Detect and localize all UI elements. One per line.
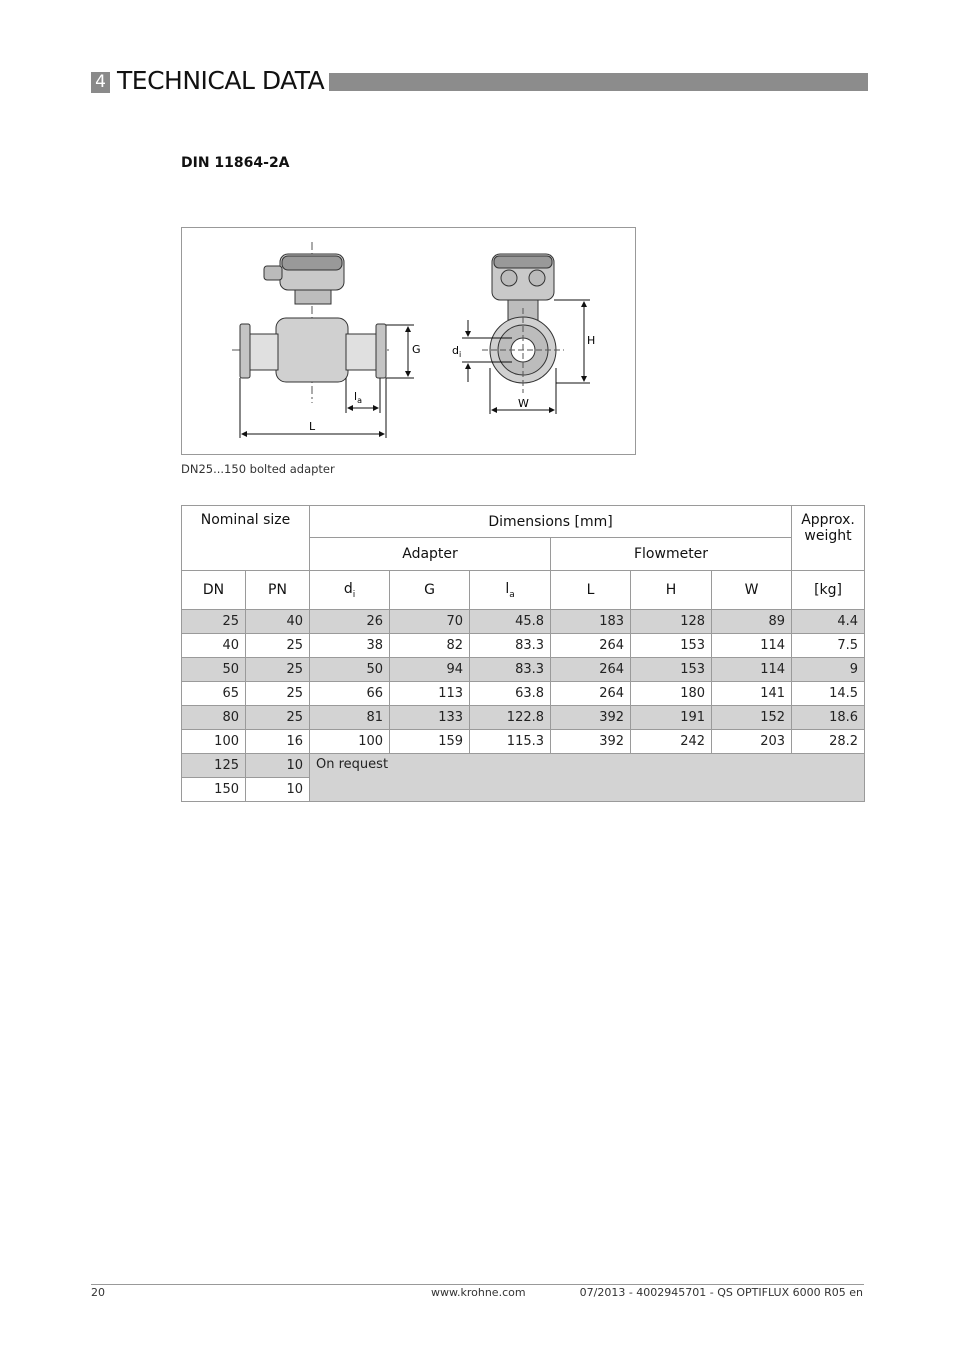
table-cell: 25 xyxy=(246,634,310,658)
header-l: L xyxy=(551,571,631,610)
header-la: $l_a$ xyxy=(470,571,551,610)
dim-la-sub: a xyxy=(357,396,362,405)
table-cell: 100 xyxy=(310,730,390,754)
table-cell: 113 xyxy=(390,682,470,706)
table-row xyxy=(182,610,865,634)
table-cell: 392 xyxy=(551,730,631,754)
dim-h xyxy=(554,300,590,383)
header-approx-weight: Approx. weight xyxy=(792,506,865,571)
table-cell: 40 xyxy=(246,610,310,634)
table-cell: 180 xyxy=(631,682,712,706)
table-cell: 82 xyxy=(390,634,470,658)
header-pn: PN xyxy=(246,571,310,610)
table-cell: 25 xyxy=(246,682,310,706)
footer-url[interactable]: www.krohne.com xyxy=(431,1286,526,1299)
table-cell: 242 xyxy=(631,730,712,754)
dim-g xyxy=(386,325,414,378)
table-cell: 153 xyxy=(631,658,712,682)
dim-h-label: H xyxy=(587,334,596,347)
header-di: $d_i$ xyxy=(310,571,390,610)
table-cell: 26 xyxy=(310,610,390,634)
header-flowmeter: Flowmeter xyxy=(551,538,792,571)
table-cell: 50 xyxy=(182,658,246,682)
table-cell: 133 xyxy=(390,706,470,730)
table-cell: 4.4 xyxy=(792,610,865,634)
table-cell: 66 xyxy=(310,682,390,706)
table-cell: 100 xyxy=(182,730,246,754)
table-cell: 63.8 xyxy=(470,682,551,706)
side-view xyxy=(232,242,392,403)
header-dn: DN xyxy=(182,571,246,610)
table-cell: 25 xyxy=(246,706,310,730)
header-nominal-size: Nominal size xyxy=(182,506,310,571)
flowmeter-drawing xyxy=(182,228,637,456)
table-cell: 115.3 xyxy=(470,730,551,754)
table-cell: 81 xyxy=(310,706,390,730)
dim-di-label: d xyxy=(452,344,459,357)
table-cell: 70 xyxy=(390,610,470,634)
table-cell: 153 xyxy=(631,634,712,658)
table-cell: 18.6 xyxy=(792,706,865,730)
table-cell: 122.8 xyxy=(470,706,551,730)
section-title: DIN 11864-2A xyxy=(181,155,290,171)
table-cell: 392 xyxy=(551,706,631,730)
header-kg: [kg] xyxy=(792,571,865,610)
table-row xyxy=(182,658,865,682)
header-dimensions: Dimensions [mm] xyxy=(310,506,792,538)
table-cell: 183 xyxy=(551,610,631,634)
table-row xyxy=(182,706,865,730)
table-cell: 16 xyxy=(246,730,310,754)
header-g: G xyxy=(390,571,470,610)
table-row xyxy=(182,754,865,778)
header-w: W xyxy=(712,571,792,610)
figure-caption: DN25...150 bolted adapter xyxy=(181,462,335,476)
table-cell: 45.8 xyxy=(470,610,551,634)
dim-di-sub: i xyxy=(458,350,462,359)
dim-l-label: L xyxy=(309,420,316,433)
table-cell: 128 xyxy=(631,610,712,634)
table-cell: 25 xyxy=(182,610,246,634)
table-cell: 114 xyxy=(712,634,792,658)
dimensions-table xyxy=(181,505,865,802)
front-view xyxy=(482,254,564,393)
svg-text:la xyxy=(354,390,362,405)
page-number: 20 xyxy=(91,1286,105,1299)
table-cell: 264 xyxy=(551,658,631,682)
table-cell: 83.3 xyxy=(470,634,551,658)
on-request-cell: On request xyxy=(310,754,865,802)
table-cell: 150 xyxy=(182,778,246,802)
table-cell: 264 xyxy=(551,682,631,706)
table-cell: 159 xyxy=(390,730,470,754)
dim-la xyxy=(346,378,380,413)
dim-g-label: G xyxy=(412,343,421,356)
table-cell: 7.5 xyxy=(792,634,865,658)
table-cell: 80 xyxy=(182,706,246,730)
table-cell: 14.5 xyxy=(792,682,865,706)
table-cell: 114 xyxy=(712,658,792,682)
product-name: OPTIFLUX 6000 xyxy=(669,147,773,163)
table-cell: 38 xyxy=(310,634,390,658)
table-cell: 83.3 xyxy=(470,658,551,682)
table-cell: 94 xyxy=(390,658,470,682)
table-row xyxy=(182,682,865,706)
table-cell: 65 xyxy=(182,682,246,706)
table-cell: 28.2 xyxy=(792,730,865,754)
header-bar xyxy=(329,73,868,163)
table-cell: 203 xyxy=(712,730,792,754)
table-cell: 89 xyxy=(712,610,792,634)
dim-la-label: l xyxy=(354,390,358,403)
table-cell: 9 xyxy=(792,658,865,682)
table-row xyxy=(182,730,865,754)
table-cell: 50 xyxy=(310,658,390,682)
table-cell: 125 xyxy=(182,754,246,778)
svg-text:di xyxy=(452,344,461,359)
table-cell: 141 xyxy=(712,682,792,706)
dimension-drawing xyxy=(181,227,636,455)
table-cell: 152 xyxy=(712,706,792,730)
footer-doc-id: 07/2013 - 4002945701 - QS OPTIFLUX 6000 R05 en xyxy=(579,1286,863,1299)
table-cell: 25 xyxy=(246,658,310,682)
table-row xyxy=(182,634,865,658)
footer-divider xyxy=(91,1284,864,1285)
table-cell: 191 xyxy=(631,706,712,730)
table-cell: 40 xyxy=(182,634,246,658)
chapter-number: 4 xyxy=(91,72,110,93)
chapter-title: TECHNICAL DATA xyxy=(117,66,325,95)
header-adapter: Adapter xyxy=(310,538,551,571)
table-cell: 10 xyxy=(246,754,310,778)
dim-w-label: W xyxy=(518,397,529,410)
header-h: H xyxy=(631,571,712,610)
table-cell: 10 xyxy=(246,778,310,802)
table-cell: 264 xyxy=(551,634,631,658)
